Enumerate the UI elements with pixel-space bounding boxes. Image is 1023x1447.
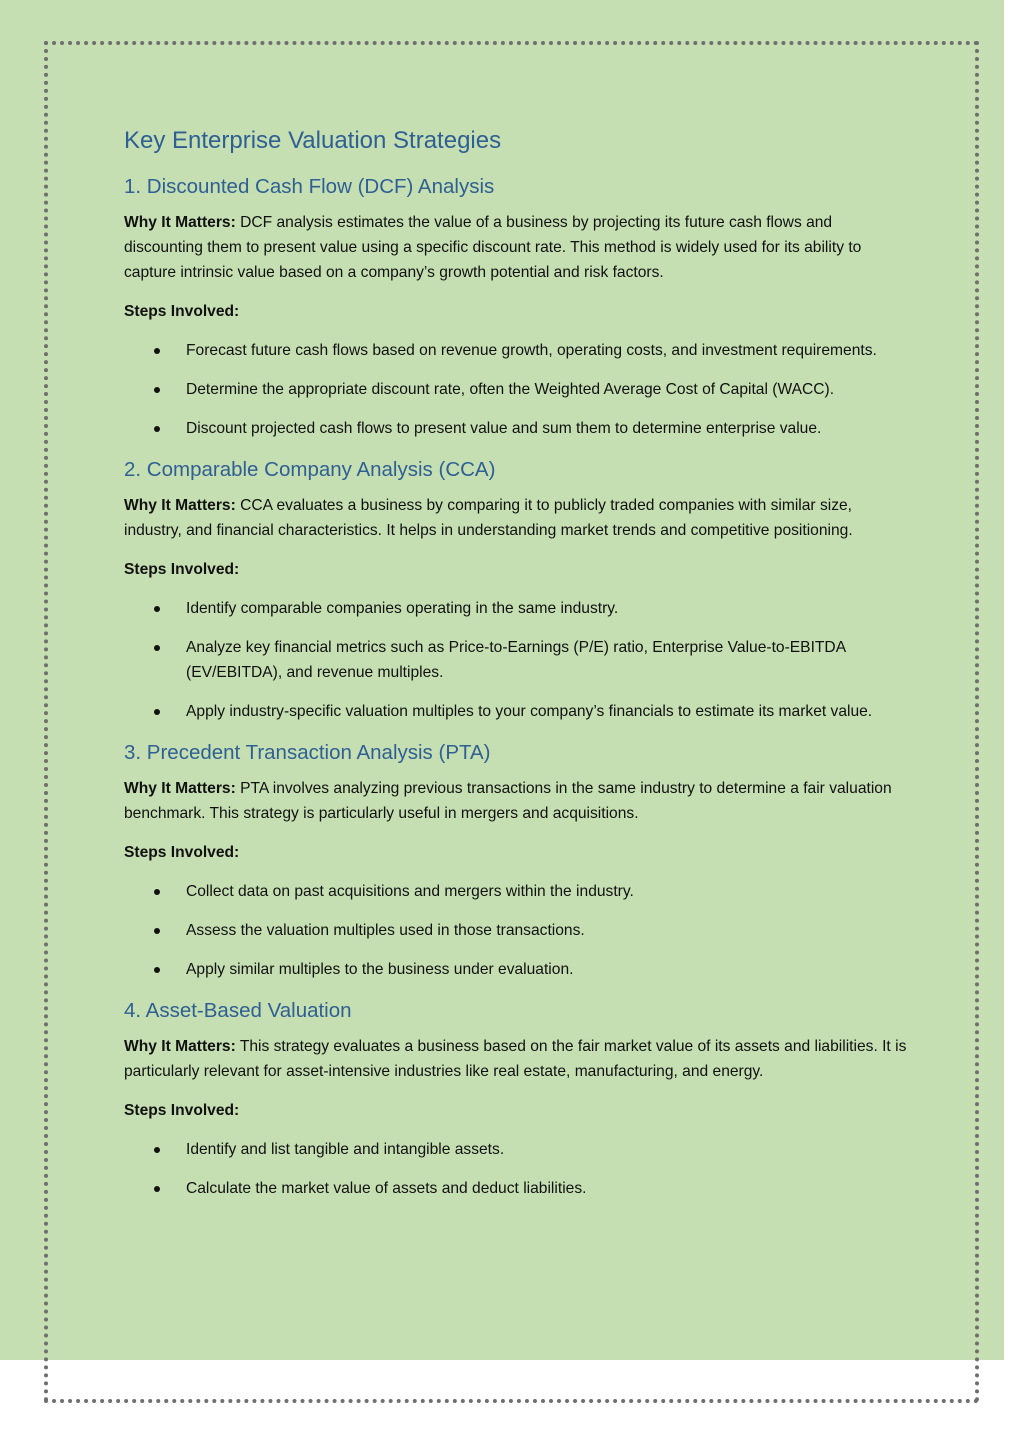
list-item xyxy=(124,879,914,904)
list-item xyxy=(124,918,914,943)
step-text: Assess the valuation multiples used in those transactions. xyxy=(186,922,585,939)
document-title: Key Enterprise Valuation Strategies xyxy=(124,127,502,154)
document-body xyxy=(124,124,914,1215)
section-heading: 4. Asset-Based Valuation xyxy=(124,999,352,1022)
section-heading: 3. Precedent Transaction Analysis (PTA) xyxy=(124,741,491,764)
bullet-icon xyxy=(154,889,160,895)
why-text: CCA evaluates a business by comparing it to publicly traded companies with similar size, industry, and financial characteristics. It helps in understanding market trends and competitive positioning. xyxy=(124,497,853,539)
bullet-icon xyxy=(154,387,160,393)
steps-list xyxy=(124,596,914,724)
section-dcf xyxy=(124,172,914,441)
list-item xyxy=(124,1137,914,1162)
bullet-icon xyxy=(154,709,160,715)
list-item xyxy=(124,957,914,982)
steps-list xyxy=(124,338,914,441)
bullet-icon xyxy=(154,967,160,973)
bullet-icon xyxy=(154,645,160,651)
step-text: Apply similar multiples to the business under evaluation. xyxy=(186,961,574,978)
bullet-icon xyxy=(154,606,160,612)
step-text: Forecast future cash flows based on revenue growth, operating costs, and investment requirements. xyxy=(186,342,877,359)
steps-label: Steps Involved: xyxy=(124,303,240,320)
why-it-matters-paragraph xyxy=(124,776,914,826)
steps-label: Steps Involved: xyxy=(124,844,240,861)
list-item xyxy=(124,699,914,724)
steps-label: Steps Involved: xyxy=(124,1102,240,1119)
bullet-icon xyxy=(154,1147,160,1153)
why-label: Why It Matters: xyxy=(124,1038,236,1055)
section-heading: 2. Comparable Company Analysis (CCA) xyxy=(124,458,496,481)
step-text: Determine the appropriate discount rate, often the Weighted Average Cost of Capital (WACC). xyxy=(186,381,835,398)
why-it-matters-paragraph xyxy=(124,1034,914,1084)
bullet-icon xyxy=(154,1186,160,1192)
step-text: Calculate the market value of assets and deduct liabilities. xyxy=(186,1180,587,1197)
why-text: DCF analysis estimates the value of a business by projecting its future cash flows and discounting them to present value using a specific discount rate. This method is widely used for its ability to capture intrinsic value based on a company’s growth potential and risk factors. xyxy=(124,214,862,281)
step-text: Identify and list tangible and intangible assets. xyxy=(186,1141,505,1158)
why-it-matters-paragraph xyxy=(124,210,914,285)
section-heading: 1. Discounted Cash Flow (DCF) Analysis xyxy=(124,175,495,198)
steps-list xyxy=(124,879,914,982)
why-text: This strategy evaluates a business based on the fair market value of its assets and liabilities. It is particularly relevant for asset-intensive industries like real estate, manufacturing, and energy. xyxy=(124,1038,907,1080)
steps-list xyxy=(124,1137,914,1201)
step-text: Collect data on past acquisitions and mergers within the industry. xyxy=(186,883,634,900)
list-item xyxy=(124,338,914,363)
section-pta xyxy=(124,738,914,982)
section-cca xyxy=(124,455,914,724)
list-item xyxy=(124,377,914,402)
list-item xyxy=(124,416,914,441)
list-item xyxy=(124,635,914,685)
step-text: Apply industry-specific valuation multiples to your company’s financials to estimate its market value. xyxy=(186,703,873,720)
bullet-icon xyxy=(154,928,160,934)
why-text: PTA involves analyzing previous transactions in the same industry to determine a fair valuation benchmark. This strategy is particularly useful in mergers and acquisitions. xyxy=(124,780,892,822)
section-asset-based xyxy=(124,996,914,1201)
step-text: Identify comparable companies operating in the same industry. xyxy=(186,600,619,617)
list-item xyxy=(124,1176,914,1201)
steps-label: Steps Involved: xyxy=(124,561,240,578)
step-text: Analyze key financial metrics such as Price-to-Earnings (P/E) ratio, Enterprise Value-to-EBITDA (EV/EBITDA), and revenue multiples. xyxy=(186,639,846,681)
list-item xyxy=(124,596,914,621)
why-label: Why It Matters: xyxy=(124,497,236,514)
bullet-icon xyxy=(154,348,160,354)
why-it-matters-paragraph xyxy=(124,493,914,543)
why-label: Why It Matters: xyxy=(124,780,236,797)
why-label: Why It Matters: xyxy=(124,214,236,231)
bullet-icon xyxy=(154,426,160,432)
step-text: Discount projected cash flows to present value and sum them to determine enterprise value. xyxy=(186,420,822,437)
